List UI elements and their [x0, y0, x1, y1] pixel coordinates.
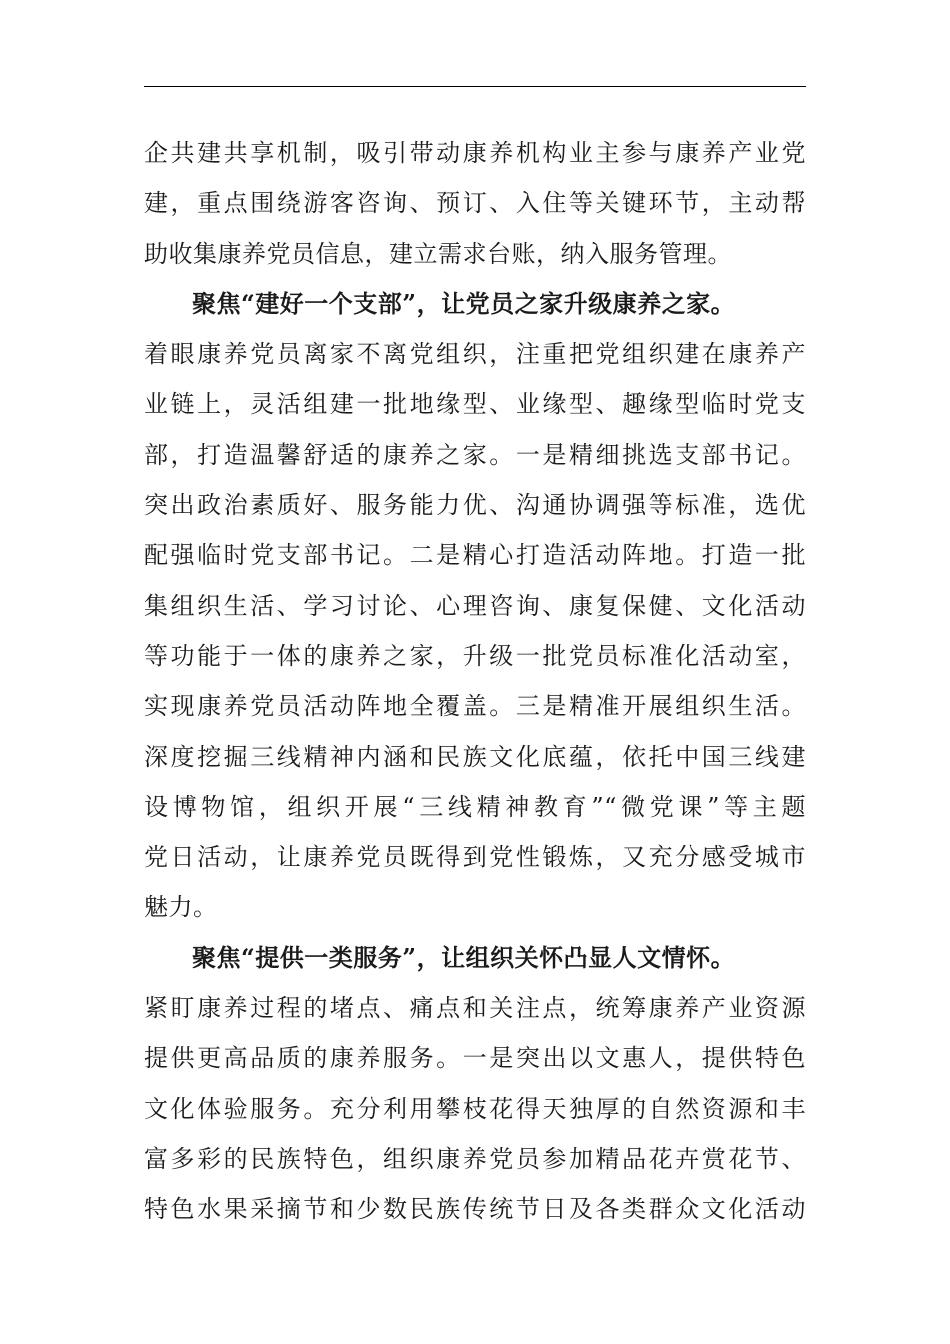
header-rule	[144, 86, 806, 87]
text-line: 提供更高品质的康养服务。一是突出以文惠人，提供特色	[144, 1044, 806, 1073]
text-line: 深度挖掘三线精神内涵和民族文化底蕴，依托中国三线建	[144, 742, 806, 771]
text-line: 等功能于一体的康养之家，升级一批党员标准化活动室，	[144, 641, 806, 670]
text-line: 业链上，灵活组建一批地缘型、业缘型、趣缘型临时党支	[144, 390, 806, 419]
text-line: 文化体验服务。充分利用攀枝花得天独厚的自然资源和丰	[144, 1094, 806, 1123]
section-heading: 聚焦“提供一类服务”，让组织关怀凸显人文情怀。	[192, 942, 736, 972]
text-line: 设博物馆，组织开展“三线精神教育”“微党课”等主题	[144, 792, 806, 821]
text-line: 紧盯康养过程的堵点、痛点和关注点，统筹康养产业资源	[144, 994, 806, 1023]
text-line: 富多彩的民族特色，组织康养党员参加精品花卉赏花节、	[144, 1144, 806, 1173]
text-line: 集组织生活、学习讨论、心理咨询、康复保健、文化活动	[144, 591, 806, 620]
text-line: 建，重点围绕游客咨询、预订、入住等关键环节，主动帮	[144, 189, 806, 218]
text-line: 突出政治素质好、服务能力优、沟通协调强等标准，选优	[144, 491, 806, 520]
text-line: 魅力。	[144, 893, 218, 922]
text-line: 着眼康养党员离家不离党组织，注重把党组织建在康养产	[144, 340, 806, 369]
body-text	[144, 128, 806, 1235]
text-line: 企共建共享机制，吸引带动康养机构业主参与康养产业党	[144, 139, 806, 167]
section-heading: 聚焦“建好一个支部”，让党员之家升级康养之家。	[192, 288, 736, 318]
text-line: 特色水果采摘节和少数民族传统节日及各类群众文化活动	[144, 1195, 806, 1224]
text-line: 部，打造温馨舒适的康养之家。一是精细挑选支部书记。	[144, 440, 806, 469]
text-line: 党日活动，让康养党员既得到党性锻炼，又充分感受城市	[144, 843, 806, 872]
text-line: 实现康养党员活动阵地全覆盖。三是精准开展组织生活。	[144, 692, 806, 721]
text-line: 助收集康养党员信息，建立需求台账，纳入服务管理。	[144, 239, 732, 268]
text-line: 配强临时党支部书记。二是精心打造活动阵地。打造一批	[144, 541, 806, 570]
